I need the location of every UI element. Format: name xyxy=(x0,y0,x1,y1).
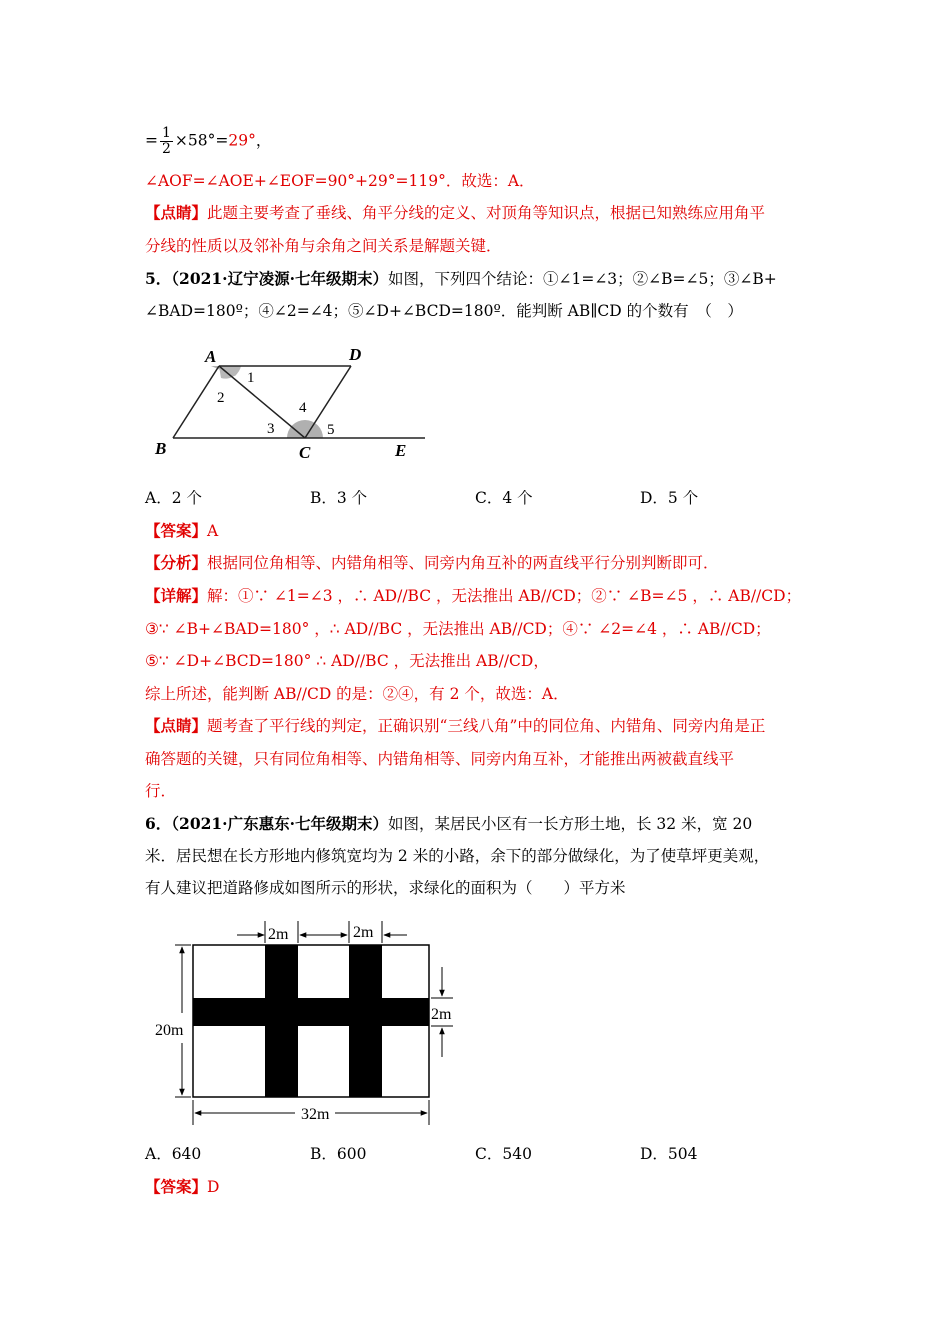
calc-result: 29° xyxy=(228,131,256,150)
calc-line xyxy=(145,126,271,157)
segment-ac xyxy=(219,366,305,438)
label-D: D xyxy=(349,345,362,364)
road-vertical-1 xyxy=(265,945,298,1097)
label-height: 20m xyxy=(155,1022,184,1039)
q6-stem-line2: 米．居民想在长方形地内修筑宽均为 2 米的小路，余下的部分做绿化，为了使草坪更美观， xyxy=(145,847,770,865)
q6-option-d: D．504 xyxy=(640,1145,698,1163)
q5-option-b: B．3 个 xyxy=(310,489,368,507)
q5-detail-line3: ⑤∵ ∠D+∠BCD=180° ∴ AD//BC ，无法推出 AB//CD， xyxy=(145,652,549,670)
label-road-width: 2m xyxy=(431,1006,452,1023)
comment-text: 此题主要考查了垂线、角平分线的定义、对顶角等知识点，根据已知熟练应用角平 xyxy=(207,204,766,222)
label-width-2: 2m xyxy=(353,924,374,941)
segment-ab xyxy=(173,366,219,438)
question-number: 5． xyxy=(145,269,172,288)
q6-option-b: B．600 xyxy=(310,1145,367,1163)
fraction xyxy=(160,126,173,157)
fraction-denominator: 2 xyxy=(162,141,171,157)
answer-value: A xyxy=(207,522,219,540)
calc-mid: ×58°= xyxy=(174,131,229,150)
q5-stem-line1 xyxy=(145,268,777,290)
analysis-text: 根据同位角相等、内错角相等、同旁内角互补的两直线平行分别判断即可． xyxy=(207,554,719,572)
q5-option-d: D．5 个 xyxy=(640,489,699,507)
detail-text: 解：①∵ ∠1=∠3 ，∴ AD//BC ，无法推出 AB//CD；②∵ ∠B=∠5 ，∴ AB//CD； xyxy=(207,587,802,605)
angle-arc-c xyxy=(287,420,323,438)
angle-3: 3 xyxy=(267,421,275,437)
q5-detail-line1 xyxy=(145,585,801,607)
comment-text: 题考查了平行线的判定，正确识别“三线八角”中的同位角、内错角、同旁内角是正 xyxy=(207,717,766,735)
label-E: E xyxy=(395,441,407,460)
calc-end: ， xyxy=(255,131,272,150)
analysis-tag: 【分析】 xyxy=(145,553,208,572)
label-C: C xyxy=(299,443,311,462)
q5-option-a: A．2 个 xyxy=(145,489,202,507)
fraction-numerator: 1 xyxy=(162,125,171,141)
comment-tag: 【点睛】 xyxy=(145,716,208,735)
prev-conclusion: ∠AOF=∠AOE+∠EOF=90°+29°=119°．故选：A． xyxy=(145,172,535,190)
road-horizontal xyxy=(193,998,429,1026)
q5-detail-line2: ③∵ ∠B+∠BAD=180° ，∴ AD//BC ，无法推出 AB//CD；④∵ ∠2=∠4 ，∴ AB//CD； xyxy=(145,620,771,638)
question-source: （2021·辽宁凌源·七年级期末） xyxy=(171,269,388,288)
q5-answer xyxy=(145,520,218,542)
question-stem: 如图，下列四个结论：①∠1=∠3；②∠B=∠5；③∠B+ xyxy=(387,270,777,288)
label-width-1: 2m xyxy=(268,926,289,943)
detail-tag: 【详解】 xyxy=(145,586,208,605)
question-stem: 如图，某居民小区有一长方形土地，长 32 米，宽 20 xyxy=(387,815,753,833)
q6-option-c: C．540 xyxy=(475,1145,532,1163)
q5-comment-line2: 确答题的关键，只有同位角相等、内错角相等、同旁内角互补，才能推出两被截直线平 xyxy=(145,750,735,768)
calc-prefix: = xyxy=(145,131,158,150)
q5-comment-line3: 行． xyxy=(145,782,177,800)
angle-2: 2 xyxy=(217,390,225,406)
answer-value: D xyxy=(207,1178,220,1196)
prev-comment-line1 xyxy=(145,202,765,224)
angle-5: 5 xyxy=(327,422,335,438)
question-source: （2021·广东惠东·七年级期末） xyxy=(171,814,388,833)
label-length: 32m xyxy=(301,1106,330,1123)
road-vertical-2 xyxy=(349,945,382,1097)
q5-option-c: C．4 个 xyxy=(475,489,533,507)
q6-option-a: A．640 xyxy=(145,1145,202,1163)
label-B: B xyxy=(155,439,167,458)
prev-comment-line2: 分线的性质以及邻补角与余角之间关系是解题关键． xyxy=(145,237,502,255)
answer-tag: 【答案】 xyxy=(145,1177,208,1196)
q5-analysis xyxy=(145,552,719,574)
angle-4: 4 xyxy=(299,400,307,416)
angle-1: 1 xyxy=(247,370,255,386)
label-A: A xyxy=(205,347,217,366)
question-number: 6． xyxy=(145,814,172,833)
q5-comment-line1 xyxy=(145,715,765,737)
q6-figure xyxy=(145,915,465,1130)
answer-tag: 【答案】 xyxy=(145,521,208,540)
q5-figure xyxy=(145,338,435,468)
q6-stem-line1 xyxy=(145,813,752,835)
q5-stem-line2: ∠BAD=180º；④∠2=∠4；⑤∠D+∠BCD=180º．能判断 AB∥CD 的个数有 （ ） xyxy=(145,302,743,320)
q5-detail-line4: 综上所述，能判断 AB//CD 的是：②④，有 2 个，故选：A． xyxy=(145,685,569,703)
q6-stem-line3: 有人建议把道路修成如图所示的形状，求绿化的面积为（ ）平方米 xyxy=(145,879,626,897)
q6-answer xyxy=(145,1176,219,1198)
comment-tag: 【点睛】 xyxy=(145,203,208,222)
